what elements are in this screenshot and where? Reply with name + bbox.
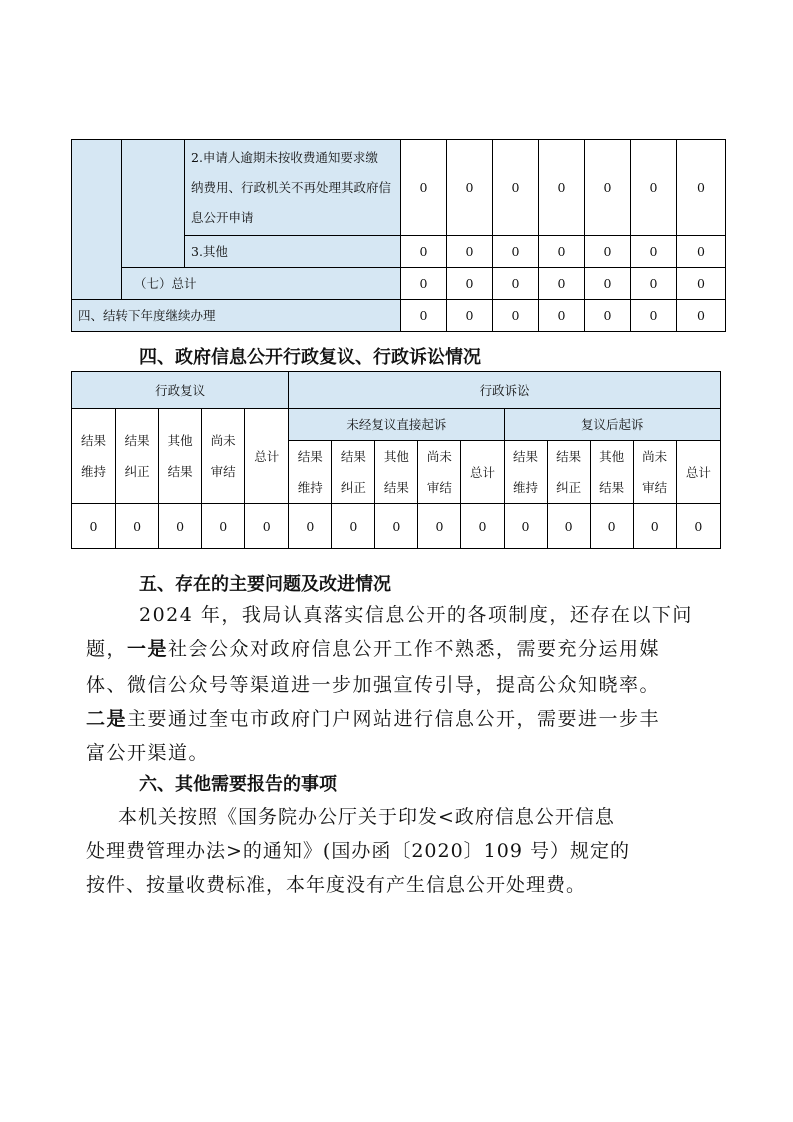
header-result-upheld: 结果 维持 (72, 409, 116, 504)
table-header-row (72, 409, 721, 441)
table-cell: 0 (504, 504, 547, 549)
table-cell: 0 (631, 300, 677, 332)
header-other-results: 其他 结果 (590, 441, 633, 504)
section-6-line-3: 按件、按量收费标准，本年度没有产生信息公开处理费。 (86, 874, 587, 896)
header-total: 总计 (676, 441, 720, 504)
table-cell: 0 (539, 268, 585, 300)
section-5-line-1: 2024 年，我局认真落实信息公开的各项制度，还存在以下问 (139, 604, 693, 626)
table-cell: 0 (493, 300, 539, 332)
table-cell: 0 (447, 268, 493, 300)
table-cell: 0 (461, 504, 504, 549)
table-cell: 0 (676, 504, 720, 549)
table-cell: 0 (677, 140, 726, 236)
header-total: 总计 (245, 409, 289, 504)
header-result-upheld: 结果 维持 (504, 441, 547, 504)
table-cell: 0 (447, 140, 493, 236)
header-other-results: 其他 结果 (159, 409, 202, 504)
table-cell: 0 (401, 236, 447, 268)
table-cell: 0 (447, 300, 493, 332)
table-cell: 0 (159, 504, 202, 549)
table-cell: 0 (539, 236, 585, 268)
header-suit-after-review: 复议后起诉 (504, 409, 721, 441)
table-cell: 0 (418, 504, 461, 549)
table-cell: 0 (585, 268, 631, 300)
table-cell: 0 (493, 140, 539, 236)
table-cell: 0 (539, 140, 585, 236)
section-5-line-4: 二是主要通过奎屯市政府门户网站进行信息公开，需要进一步丰 (86, 708, 661, 730)
table-cell: 0 (447, 236, 493, 268)
section-6-title: 六、其他需要报告的事项 (139, 774, 337, 795)
table-cell: 0 (289, 504, 332, 549)
table-cell: 0 (547, 504, 590, 549)
table-cell: 0 (202, 504, 245, 549)
table-cell: 0 (401, 140, 447, 236)
table-cell: 0 (633, 504, 676, 549)
table-cell: 0 (401, 300, 447, 332)
table-cell: 0 (72, 504, 116, 549)
table-row (72, 300, 726, 332)
table-cell: 0 (631, 268, 677, 300)
table-cell: 0 (677, 300, 726, 332)
section-6-line-1: 本机关按照《国务院办公厅关于印发<政府信息公开信息 (118, 806, 615, 828)
section-4-title: 四、政府信息公开行政复议、行政诉讼情况 (139, 347, 481, 368)
table-cell: 0 (332, 504, 375, 549)
disclosure-results-table (71, 139, 726, 332)
table-cell: 0 (493, 236, 539, 268)
table-cell: 0 (590, 504, 633, 549)
header-result-corrected: 结果 纠正 (547, 441, 590, 504)
table-cell: 0 (375, 504, 418, 549)
header-pending: 尚未 审结 (633, 441, 676, 504)
merged-subcategory-cell (122, 140, 185, 268)
table-row (72, 268, 726, 300)
section-6-line-2: 处理费管理办法>的通知》(国办函〔2020〕109 号）规定的 (86, 840, 630, 862)
table-cell: 0 (677, 268, 726, 300)
review-litigation-table (71, 371, 721, 549)
header-result-upheld: 结果 维持 (289, 441, 332, 504)
row-label-overdue: 2.申请人逾期未按收费通知要求缴 纳费用、行政机关不再处理其政府信 息公开申请 (185, 140, 401, 236)
section-5-line-3: 体、微信公众号等渠道进一步加强宣传引导，提高公众知晓率。 (86, 674, 661, 696)
table-cell: 0 (631, 236, 677, 268)
table-cell: 0 (116, 504, 159, 549)
table-cell: 0 (539, 300, 585, 332)
row-label-total: （七）总计 (122, 268, 401, 300)
merged-category-cell (72, 140, 122, 300)
row-label-other: 3.其他 (185, 236, 401, 268)
header-administrative-review: 行政复议 (72, 372, 289, 409)
table-row (72, 504, 721, 549)
header-other-results: 其他 结果 (375, 441, 418, 504)
section-5-line-2: 题，一是社会公众对政府信息公开工作不熟悉，需要充分运用媒 (86, 638, 661, 660)
table-cell: 0 (677, 236, 726, 268)
table-cell: 0 (245, 504, 289, 549)
table-cell: 0 (401, 268, 447, 300)
section-5-line-5: 富公开渠道。 (86, 742, 210, 764)
table-header-row (72, 372, 721, 409)
header-pending: 尚未 审结 (202, 409, 245, 504)
header-total: 总计 (461, 441, 504, 504)
table-row (72, 140, 726, 236)
table-cell: 0 (631, 140, 677, 236)
section-5-title: 五、存在的主要问题及改进情况 (139, 574, 391, 595)
header-administrative-litigation: 行政诉讼 (289, 372, 721, 409)
header-result-corrected: 结果 纠正 (332, 441, 375, 504)
table-cell: 0 (585, 140, 631, 236)
table-cell: 0 (585, 236, 631, 268)
header-result-corrected: 结果 纠正 (116, 409, 159, 504)
header-pending: 尚未 审结 (418, 441, 461, 504)
table-cell: 0 (493, 268, 539, 300)
header-direct-suit: 未经复议直接起诉 (289, 409, 504, 441)
table-cell: 0 (585, 300, 631, 332)
row-label-carry-over: 四、结转下年度继续办理 (72, 300, 401, 332)
